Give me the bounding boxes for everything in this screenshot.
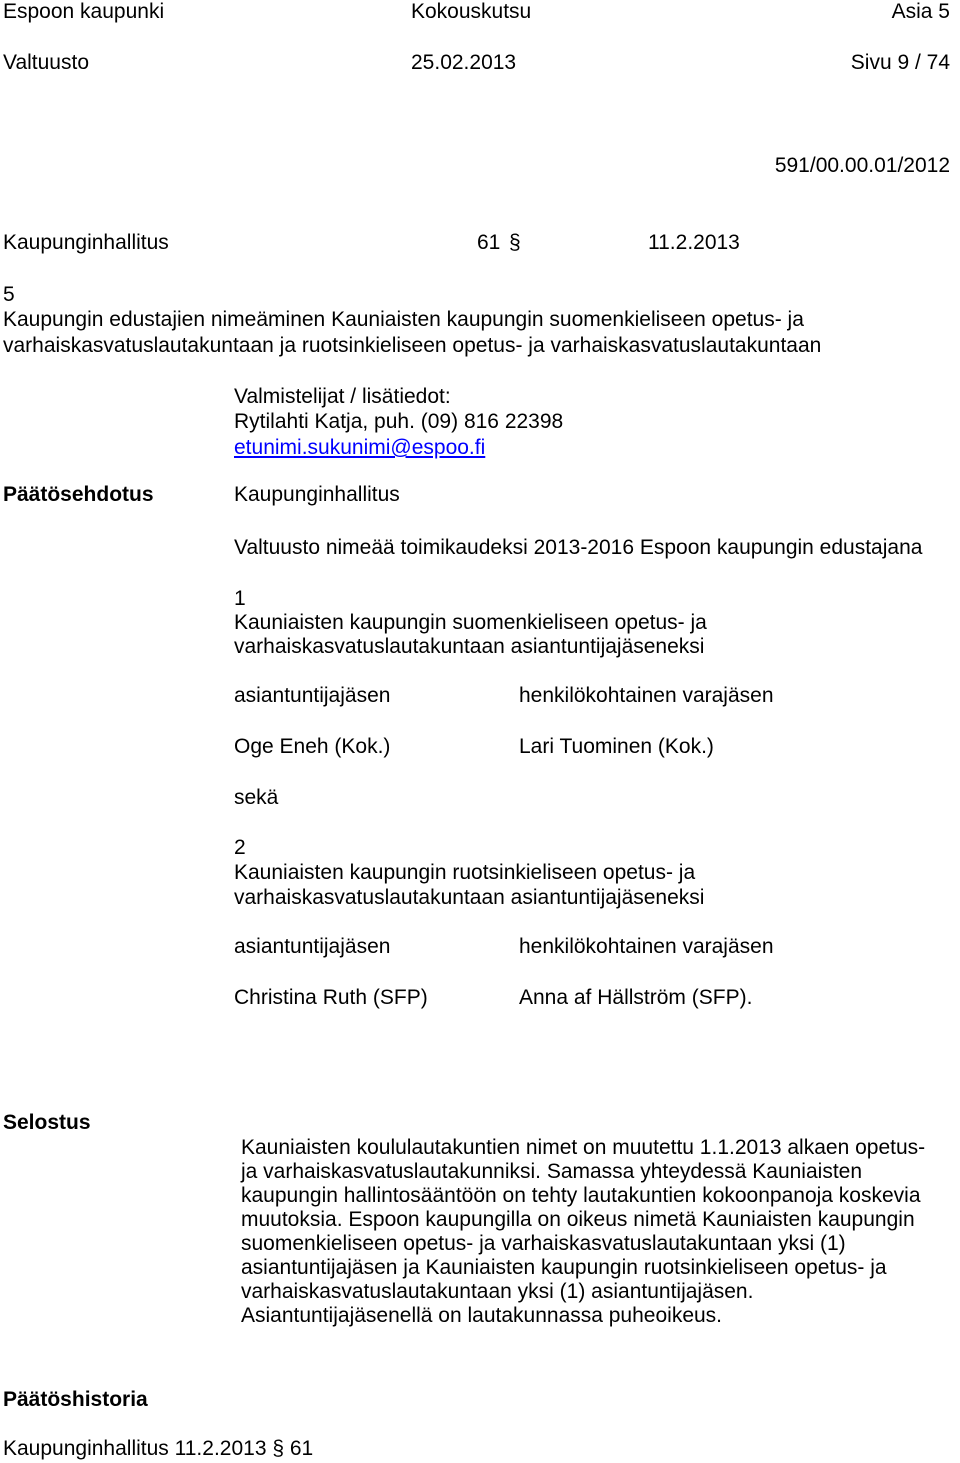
- item1-col1-label: asiantuntijajäsen: [234, 684, 391, 707]
- item1-line1: Kauniaisten kaupungin suomenkieliseen opetus- ja: [234, 611, 707, 634]
- header-org: Espoon kaupunki: [3, 0, 165, 23]
- history-entry-number: 61: [289, 1437, 314, 1460]
- item-number: 5: [3, 283, 15, 306]
- item1-deputy: Lari Tuominen (Kok.): [519, 735, 714, 758]
- record-number: 591/00.00.01/2012: [774, 154, 950, 177]
- section-sign-icon: §: [509, 231, 521, 254]
- statement-line: varhaiskasvatuslautakuntaan yksi (1) asiantuntijajäsen.: [241, 1280, 754, 1303]
- item2-line2: varhaiskasvatuslautakuntaan asiantuntijajäseneksi: [234, 886, 705, 909]
- item1-number: 1: [234, 587, 246, 610]
- item-title-line2: varhaiskasvatuslautakuntaan ja ruotsinkieliseen opetus- ja varhaiskasvatuslautakuntaan: [3, 334, 822, 357]
- statement-heading: Selostus: [3, 1111, 91, 1134]
- item2-deputy: Anna af Hällström (SFP).: [519, 986, 753, 1009]
- item-title-line1: Kaupungin edustajien nimeäminen Kauniaisten kaupungin suomenkieliseen opetus- ja: [3, 308, 804, 331]
- header-page: Sivu 9 / 74: [850, 51, 950, 74]
- preparers-label: Valmistelijat / lisätiedot:: [234, 385, 451, 408]
- prior-body: Kaupunginhallitus: [3, 231, 169, 254]
- item1-member: Oge Eneh (Kok.): [234, 735, 391, 758]
- prior-date: 11.2.2013: [648, 231, 740, 254]
- proposal-intro: Valtuusto nimeää toimikaudeksi 2013-2016 Espoon kaupungin edustajana: [234, 536, 923, 559]
- item2-col2-label: henkilökohtainen varajäsen: [519, 935, 774, 958]
- header-item: Asia 5: [891, 0, 950, 23]
- history-entry-body: Kaupunginhallitus 11.2.2013: [3, 1437, 267, 1460]
- proposal-proposer: Kaupunginhallitus: [234, 483, 400, 506]
- statement-line: asiantuntijajäsen ja Kauniaisten kaupungin ruotsinkieliseen opetus- ja: [241, 1256, 887, 1279]
- item2-line1: Kauniaisten kaupungin ruotsinkieliseen opetus- ja: [234, 861, 696, 884]
- item1-col2-label: henkilökohtainen varajäsen: [519, 684, 774, 707]
- statement-line: Kauniaisten koululautakuntien nimet on muutettu 1.1.2013 alkaen opetus-: [241, 1136, 926, 1159]
- item2-col1-label: asiantuntijajäsen: [234, 935, 391, 958]
- preparers-name: Rytilahti Katja, puh. (09) 816 22398: [234, 410, 564, 433]
- statement-line: suomenkieliseen opetus- ja varhaiskasvatuslautakuntaan yksi (1): [241, 1232, 846, 1255]
- header-body: Valtuusto: [3, 51, 89, 74]
- section-sign-icon: §: [272, 1437, 285, 1460]
- preparers-email-link[interactable]: etunimi.sukunimi@espoo.fi: [234, 436, 486, 459]
- statement-line: muutoksia. Espoon kaupungilla on oikeus nimetä Kauniaisten kaupungin: [241, 1208, 915, 1231]
- statement-paragraph: [241, 1136, 925, 1328]
- header-date: 25.02.2013: [411, 51, 517, 74]
- prior-number: 61: [477, 231, 501, 254]
- item2-number: 2: [234, 836, 246, 859]
- history-entry: [3, 1437, 313, 1461]
- proposal-heading: Päätösehdotus: [3, 483, 154, 506]
- item2-member: Christina Ruth (SFP): [234, 986, 428, 1009]
- history-heading: Päätöshistoria: [3, 1388, 148, 1411]
- item1-line2: varhaiskasvatuslautakuntaan asiantuntijajäseneksi: [234, 635, 705, 658]
- statement-line: ja varhaiskasvatuslautakunniksi. Samassa yhteydessä Kauniaisten: [241, 1160, 863, 1183]
- header-doc-type: Kokouskutsu: [411, 0, 532, 23]
- proposal-connector: sekä: [234, 786, 279, 809]
- statement-line: kaupungin hallintosääntöön on tehty lautakuntien kokoonpanoja koskevia: [241, 1184, 921, 1207]
- statement-line: Asiantuntijajäsenellä on lautakunnassa puheoikeus.: [241, 1304, 723, 1327]
